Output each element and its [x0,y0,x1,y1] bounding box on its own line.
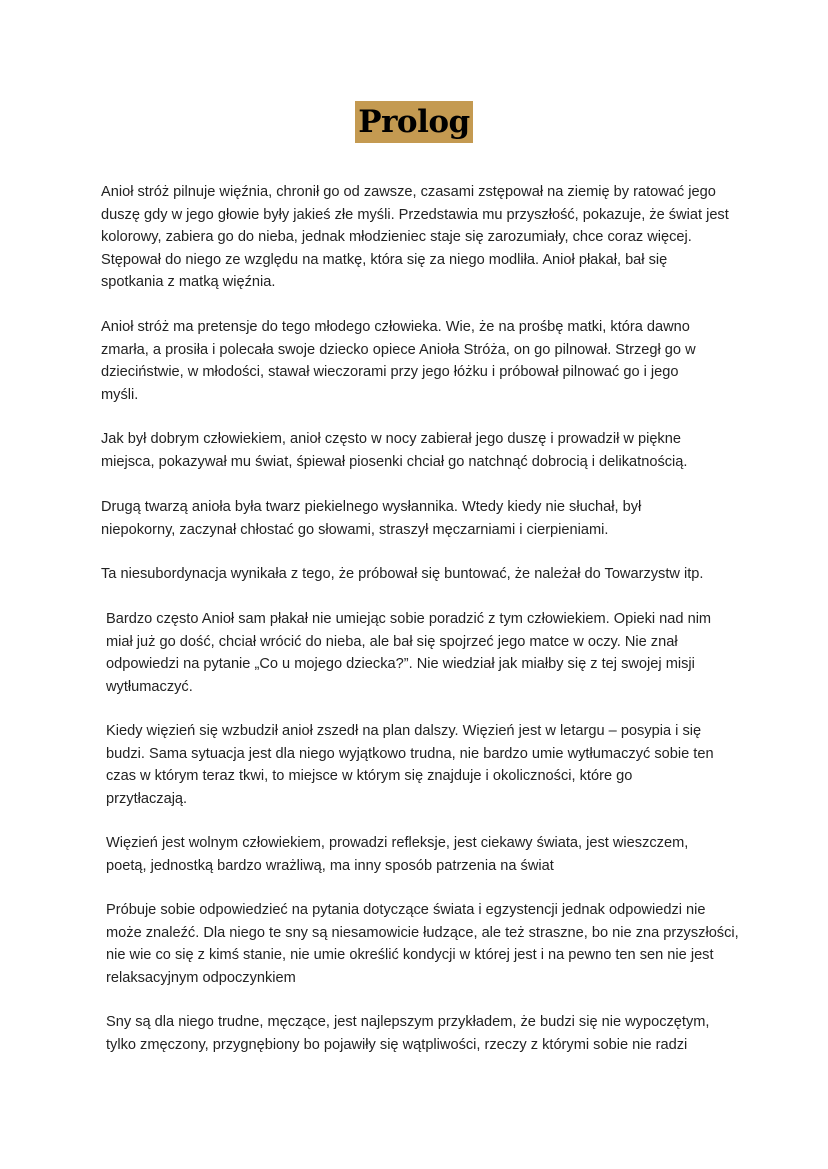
paragraph-4 [101,496,731,541]
paragraph-5 [101,563,731,586]
text-line: Sny są dla niego trudne, męczące, jest najlepszym przykładem, że budzi się nie wypoczętym, [106,1014,710,1030]
text-line: poetą, jednostką bardzo wrażliwą, ma inny sposób patrzenia na świat [106,857,554,874]
text-line: Ta niesubordynacja wynikała z tego, że próbował się buntować, że należał do Towarzystw itp. [101,566,704,582]
text-line: odpowiedzi na pytanie „Co u mojego dziecka?”. Nie wiedział jak miałby się z tej swojej misji [106,656,695,673]
text-line: Bardzo często Anioł sam płakał nie umiejąc sobie poradzić z tym człowiekiem. Opieki nad nim [106,611,712,627]
text-line: Drugą twarzą anioła była twarz piekielnego wysłannika. Wtedy kiedy nie słuchał, był [101,499,642,515]
paragraph-1 [101,181,731,294]
text-line: niepokorny, zaczynał chłostać go słowami, straszył męczarniami i cierpieniami. [101,521,609,538]
paragraph-9 [106,899,739,989]
text-line: wytłumaczyć. [106,678,193,695]
text-line: spotkania z matką więźnia. [101,274,276,291]
text-line: miał już go dość, chciał wrócić do nieba, ale bał się spojrzeć jego matce w oczy. Nie znał [106,633,678,650]
text-line: przytłaczają. [106,790,188,807]
text-line: miejsca, pokazywał mu świat, śpiewał piosenki chciał go natchnąć dobrocią i delikatnością. [101,453,688,470]
text-line: może znaleźć. Dla niego te sny są niesamowicie łudzące, ale też straszne, bo nie zna przyszłości, [106,924,739,941]
paragraph-8 [106,832,736,877]
text-line: czas w którym teraz tkwi, to miejsce w którym się znajduje i okoliczności, które go [106,768,633,785]
text-line: myśli. [101,386,139,403]
text-line: Stępował do niego ze względu na matkę, która się za niego modliła. Anioł płakał, bał się [101,251,668,268]
text-line: kolorowy, zabiera go do nieba, jednak młodzieniec staje się zarozumiały, chce coraz więcej. [101,229,692,246]
paragraph-7 [106,720,736,810]
text-line: budzi. Sama sytuacja jest dla niego wyjątkowo trudna, nie bardzo umie wytłumaczyć sobie ten [106,745,714,762]
text-line: tylko zmęczony, przygnębiony bo pojawiły się wątpliwości, rzeczy z którymi sobie nie radzi [106,1036,688,1053]
text-line: Więzień jest wolnym człowiekiem, prowadzi refleksje, jest ciekawy świata, jest wieszczem, [106,835,689,851]
text-line: Anioł stróż ma pretensje do tego młodego człowieka. Wie, że na prośbę matki, która dawno [101,319,690,335]
text-line: Anioł stróż pilnuje więźnia, chronił go od zawsze, czasami zstępował na ziemię by ratować jego [101,184,716,200]
title-wrapper [0,101,828,143]
text-line: relaksacyjnym odpoczynkiem [106,969,296,986]
page-title: Prolog [355,101,472,143]
paragraph-6 [106,608,736,698]
paragraph-3 [101,428,731,473]
text-line: zmarła, a prosiła i polecała swoje dziecko opiece Anioła Stróża, on go pilnował. Strzegł go w [101,341,696,358]
text-line: dzieciństwie, w młodości, stawał wieczorami przy jego łóżku i próbował pilnować go i jego [101,364,679,381]
text-line: Jak był dobrym człowiekiem, anioł często w nocy zabierał jego duszę i prowadził w piękne [101,431,681,447]
paragraph-2 [101,316,731,406]
text-line: Kiedy więzień się wzbudził anioł zszedł na plan dalszy. Więzień jest w letargu – posypia i się [106,723,702,739]
paragraph-10 [106,1011,736,1056]
text-line: duszę gdy w jego głowie były jakieś złe myśli. Przedstawia mu przyszłość, pokazuje, że świat jest [101,206,729,223]
text-line: nie wie co się z kimś stanie, nie umie określić kondycji w której jest i na pewno ten sen nie jest [106,947,714,964]
text-line: Próbuje sobie odpowiedzieć na pytania dotyczące świata i egzystencji jednak odpowiedzi nie [106,902,706,918]
